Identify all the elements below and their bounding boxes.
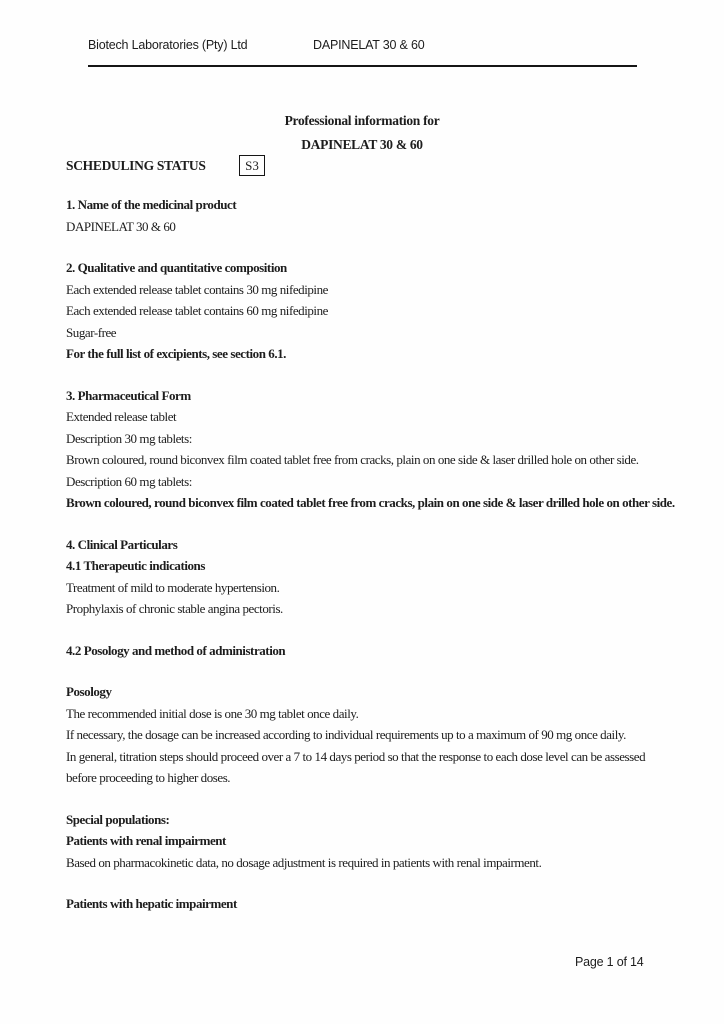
scheduling-status-label: SCHEDULING STATUS bbox=[66, 158, 206, 173]
section-4-heading: 4. Clinical Particulars bbox=[66, 536, 178, 552]
renal-impairment-heading: Patients with renal impairment bbox=[66, 833, 226, 848]
sugar-free-note: Sugar-free bbox=[66, 324, 117, 340]
posology-max-dose: If necessary, the dosage can be increased according to individual requirements up to a maximum of 90 mg once daily. bbox=[66, 727, 626, 742]
description-30mg-label: Description 30 mg tablets: bbox=[66, 430, 192, 446]
section-4-1-heading: 4.1 Therapeutic indications bbox=[66, 558, 205, 573]
indication-hypertension: Treatment of mild to moderate hypertension. bbox=[66, 579, 280, 595]
posology-titration-line-2: before proceeding to higher doses. bbox=[66, 770, 231, 785]
composition-30mg: Each extended release tablet contains 30 mg nifedipine bbox=[66, 281, 328, 297]
renal-impairment-text: Based on pharmacokinetic data, no dosage adjustment is required in patients with renal impairment. bbox=[66, 854, 542, 870]
document-body bbox=[66, 194, 675, 915]
title-product-name: DAPINELAT 30 & 60 bbox=[301, 137, 423, 152]
section-3-heading: 3. Pharmaceutical Form bbox=[66, 387, 191, 403]
header-rule bbox=[88, 65, 637, 67]
scheduling-status-badge: S3 bbox=[239, 155, 265, 176]
special-populations-heading: Special populations: bbox=[66, 811, 170, 827]
page-number: Page 1 of 14 bbox=[575, 955, 644, 969]
section-1-product-name: DAPINELAT 30 & 60 bbox=[66, 218, 176, 234]
header-product-name: DAPINELAT 30 & 60 bbox=[313, 38, 425, 52]
description-60mg-label: Description 60 mg tablets: bbox=[66, 473, 192, 489]
description-30mg-text: Brown coloured, round biconvex film coated tablet free from cracks, plain on one side & laser drilled hole on other side. bbox=[66, 452, 639, 467]
posology-titration-line-1: In general, titration steps should proceed over a 7 to 14 days period so that the response to each dose level can be assessed bbox=[66, 748, 646, 764]
posology-initial-dose: The recommended initial dose is one 30 mg tablet once daily. bbox=[66, 705, 359, 721]
excipients-reference: For the full list of excipients, see section 6.1. bbox=[66, 346, 286, 361]
title-professional-information: Professional information for bbox=[284, 113, 440, 128]
header-company: Biotech Laboratories (Pty) Ltd bbox=[88, 38, 248, 52]
indication-angina: Prophylaxis of chronic stable angina pectoris. bbox=[66, 601, 283, 616]
posology-heading: Posology bbox=[66, 684, 112, 699]
pharmaceutical-form: Extended release tablet bbox=[66, 409, 177, 424]
section-1-heading: 1. Name of the medicinal product bbox=[66, 197, 237, 212]
hepatic-impairment-heading: Patients with hepatic impairment bbox=[66, 896, 237, 911]
description-60mg-text: Brown coloured, round biconvex film coated tablet free from cracks, plain on one side & laser drilled hole on other side. bbox=[66, 495, 675, 510]
section-2-heading: 2. Qualitative and quantitative composition bbox=[66, 260, 287, 275]
composition-60mg: Each extended release tablet contains 60 mg nifedipine bbox=[66, 303, 328, 318]
section-4-2-heading: 4.2 Posology and method of administration bbox=[66, 642, 286, 658]
